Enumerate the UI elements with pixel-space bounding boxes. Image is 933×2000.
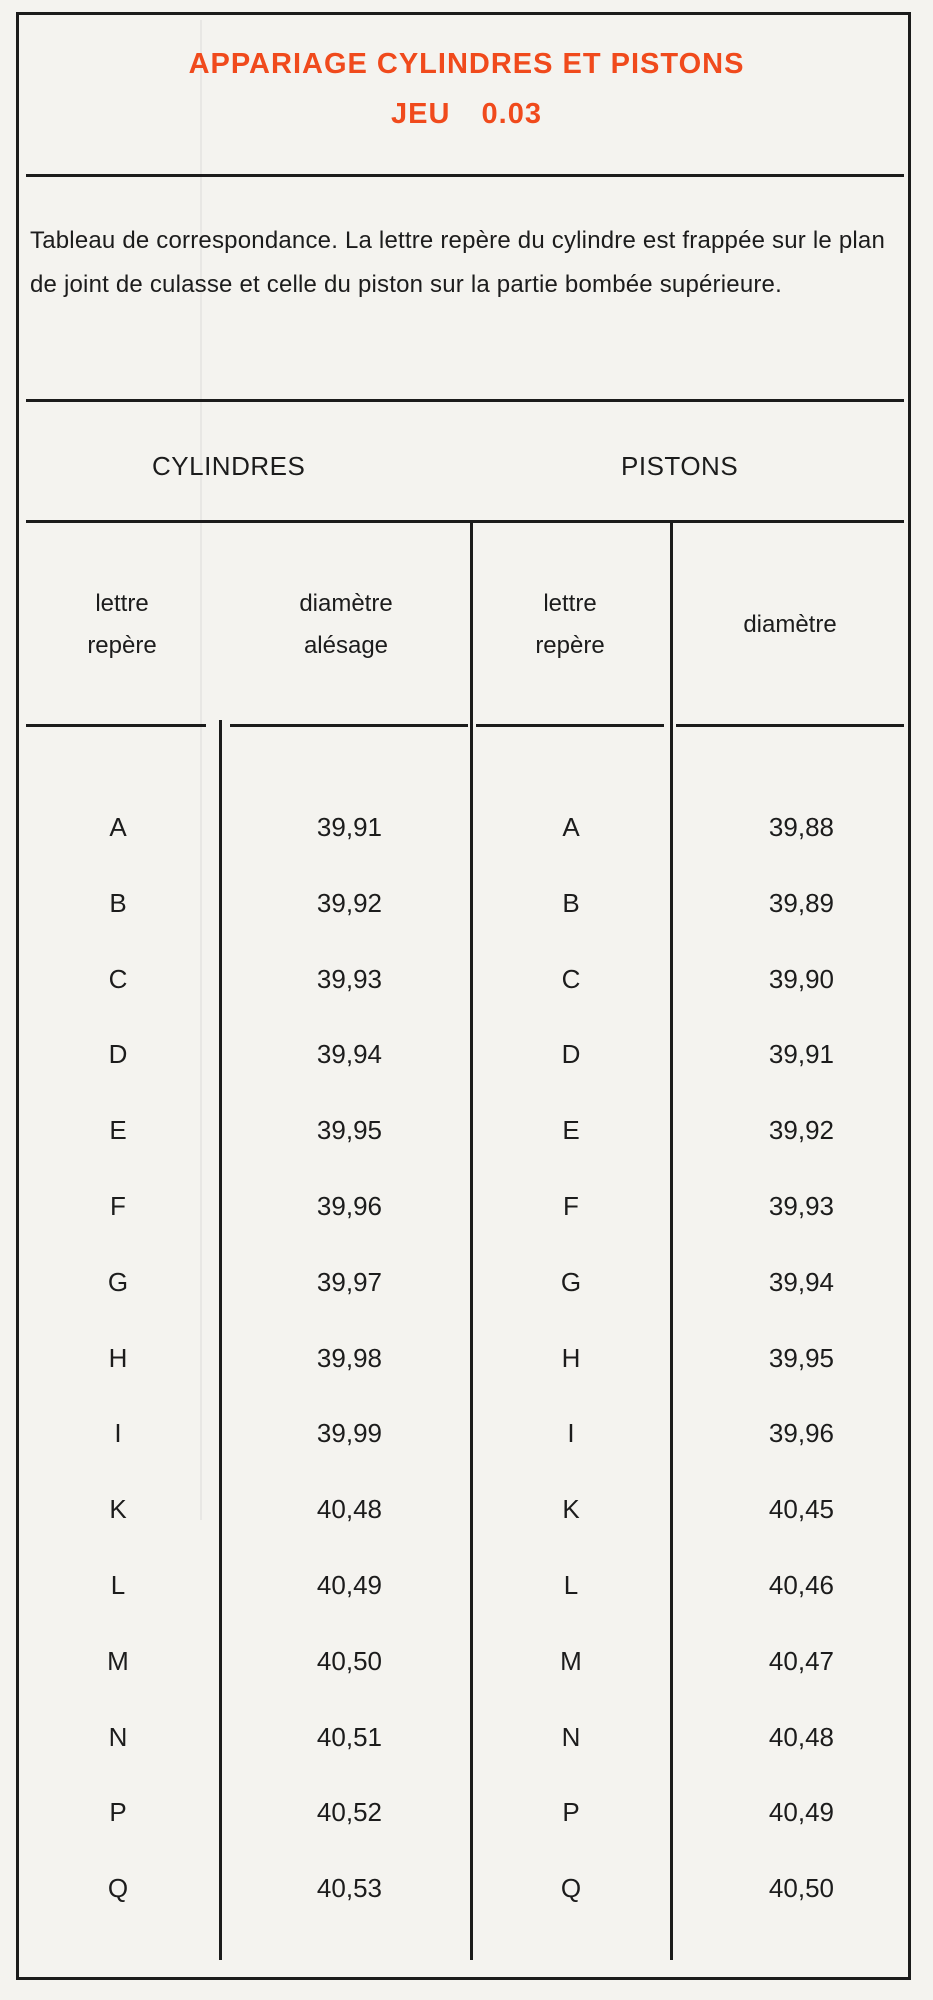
- underline-pis-diameter: [676, 724, 904, 727]
- cylinder-diameter-cell: 40,50: [316, 1646, 382, 1676]
- divider-title: [26, 174, 904, 177]
- header-cyl-diameter: [246, 583, 446, 667]
- piston-letter-cell: I: [567, 1418, 575, 1448]
- cylinder-diameter-cell: 39,91: [316, 812, 382, 842]
- piston-diameter-cell: 39,90: [768, 964, 834, 994]
- column-line-3: [670, 523, 673, 1960]
- cylinder-letter-cell: L: [110, 1570, 126, 1600]
- piston-letter-cell: P: [562, 1797, 580, 1827]
- divider-intro: [26, 399, 904, 402]
- cylinder-letter-cell: C: [108, 964, 128, 994]
- divider-groups: [26, 520, 904, 523]
- header-cyl-diameter-line2: alésage: [303, 632, 389, 659]
- piston-diameter-cell: 40,49: [768, 1797, 834, 1827]
- piston-diameter-cell: 39,95: [768, 1343, 834, 1373]
- intro-paragraph: Tableau de correspondance. La lettre repère du cylindre est frappée sur le plan de joint de culasse et celle du piston sur la partie bombée supérieure.: [30, 227, 885, 298]
- table-subtitle: JEU 0.03: [391, 98, 542, 130]
- header-pis-letter-line2: repère: [535, 632, 605, 659]
- underline-cyl-letter: [26, 724, 206, 727]
- column-line-1: [219, 720, 222, 1960]
- cylinder-letter-cell: H: [108, 1343, 128, 1373]
- group-label-pistons: PISTONS: [621, 451, 739, 481]
- cylinder-letter-cell: B: [109, 888, 127, 918]
- cylinder-letter-cell: Q: [107, 1873, 129, 1903]
- piston-letter-cell: N: [561, 1722, 581, 1752]
- piston-diameter-cell: 39,92: [768, 1115, 834, 1145]
- underline-cyl-diameter: [230, 724, 468, 727]
- cylinder-diameter-cell: 40,52: [316, 1797, 382, 1827]
- piston-diameter-cell: 40,48: [768, 1722, 834, 1752]
- header-cyl-letter: [62, 583, 182, 667]
- piston-diameter-cell: 39,93: [768, 1191, 834, 1221]
- cylinder-letter-cell: F: [110, 1191, 126, 1221]
- group-label-cylinders: CYLINDRES: [152, 451, 306, 481]
- table-title: APPARIAGE CYLINDRES ET PISTONS: [188, 48, 745, 80]
- piston-diameter-cell: 39,94: [768, 1267, 834, 1297]
- cylinder-diameter-cell: 40,49: [316, 1570, 382, 1600]
- cylinder-diameter-cell: 39,93: [316, 964, 382, 994]
- cylinder-letter-cell: K: [109, 1494, 127, 1524]
- piston-letter-cell: B: [562, 888, 580, 918]
- piston-diameter-cell: 39,88: [768, 812, 834, 842]
- cylinder-letter-cell: E: [109, 1115, 127, 1145]
- piston-diameter-cell: 40,50: [768, 1873, 834, 1903]
- piston-letter-cell: H: [561, 1343, 581, 1373]
- header-cyl-diameter-line1: diamètre: [299, 590, 393, 617]
- piston-letter-cell: A: [562, 812, 580, 842]
- cylinder-diameter-cell: 39,97: [316, 1267, 382, 1297]
- cylinder-letter-cell: D: [108, 1039, 128, 1069]
- piston-letter-cell: K: [562, 1494, 580, 1524]
- column-line-2: [470, 523, 473, 1960]
- table-frame: [16, 12, 911, 1980]
- header-cyl-letter-line1: lettre: [95, 590, 149, 617]
- cylinder-diameter-cell: 39,98: [316, 1343, 382, 1373]
- header-pis-letter: [510, 583, 630, 667]
- cylinder-letter-cell: P: [109, 1797, 127, 1827]
- piston-letter-cell: L: [563, 1570, 579, 1600]
- cylinder-diameter-cell: 40,48: [316, 1494, 382, 1524]
- piston-letter-cell: Q: [560, 1873, 582, 1903]
- piston-diameter-cell: 39,96: [768, 1418, 834, 1448]
- cylinder-diameter-cell: 39,96: [316, 1191, 382, 1221]
- cylinder-diameter-cell: 39,99: [316, 1418, 382, 1448]
- piston-letter-cell: M: [560, 1646, 582, 1676]
- piston-letter-cell: G: [560, 1267, 582, 1297]
- cylinder-diameter-cell: 40,51: [316, 1722, 382, 1752]
- piston-letter-cell: D: [561, 1039, 581, 1069]
- cylinder-letter-cell: N: [108, 1722, 128, 1752]
- piston-diameter-cell: 40,46: [768, 1570, 834, 1600]
- piston-diameter-cell: 39,91: [768, 1039, 834, 1069]
- cylinder-diameter-cell: 40,53: [316, 1873, 382, 1903]
- piston-letter-cell: C: [561, 964, 581, 994]
- piston-letter-cell: F: [563, 1191, 579, 1221]
- piston-diameter-cell: 40,45: [768, 1494, 834, 1524]
- underline-pis-letter: [476, 724, 664, 727]
- piston-letter-cell: E: [562, 1115, 580, 1145]
- cylinder-diameter-cell: 39,92: [316, 888, 382, 918]
- cylinder-diameter-cell: 39,95: [316, 1115, 382, 1145]
- cylinder-diameter-cell: 39,94: [316, 1039, 382, 1069]
- cylinder-letter-cell: I: [114, 1418, 122, 1448]
- cylinder-letter-cell: A: [109, 812, 127, 842]
- piston-diameter-cell: 40,47: [768, 1646, 834, 1676]
- cylinder-letter-cell: G: [107, 1267, 129, 1297]
- header-cyl-letter-line2: repère: [87, 632, 157, 659]
- cylinder-letter-cell: M: [107, 1646, 129, 1676]
- header-pis-diameter: diamètre: [743, 611, 837, 638]
- piston-diameter-cell: 39,89: [768, 888, 834, 918]
- header-pis-letter-line1: lettre: [543, 590, 597, 617]
